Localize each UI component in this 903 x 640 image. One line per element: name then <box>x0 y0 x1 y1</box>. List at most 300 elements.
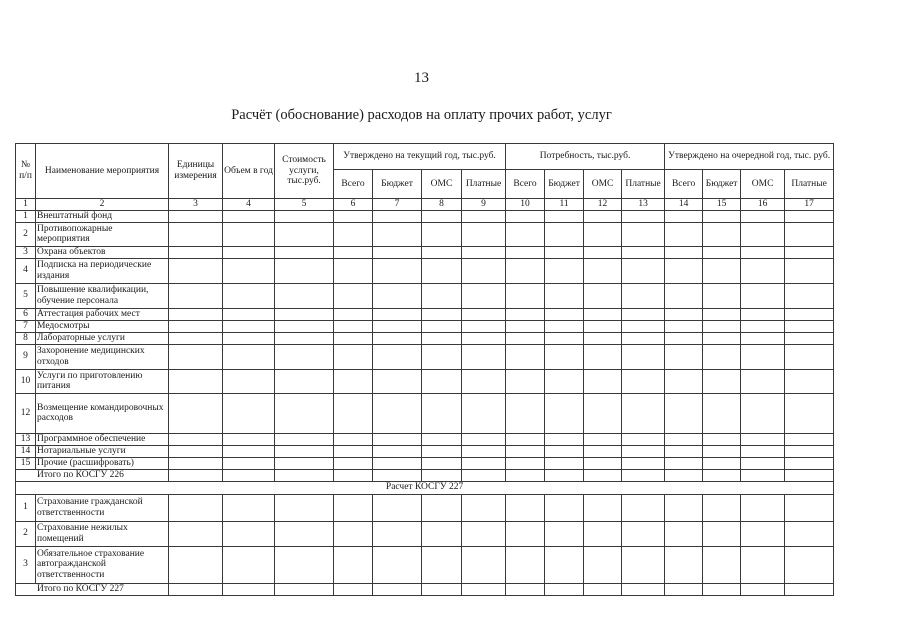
value-cell <box>665 344 703 369</box>
value-cell <box>741 521 785 546</box>
value-cell <box>275 222 334 246</box>
row-number: 7 <box>16 320 36 332</box>
table-row <box>16 393 834 433</box>
value-cell <box>584 369 622 393</box>
row-name: Медосмотры <box>36 320 169 332</box>
table-row <box>16 308 834 320</box>
value-cell <box>703 393 741 433</box>
value-cell <box>545 469 584 481</box>
value-cell <box>622 210 665 222</box>
value-cell <box>223 583 275 595</box>
row-name: Подписка на периодические издания <box>36 258 169 283</box>
table-row <box>16 457 834 469</box>
value-cell <box>334 332 373 344</box>
value-cell <box>373 320 422 332</box>
header-no: № п/п <box>16 144 36 199</box>
value-cell <box>785 433 834 445</box>
row-number: 13 <box>16 433 36 445</box>
value-cell <box>169 469 223 481</box>
value-cell <box>373 494 422 521</box>
row-name: Внештатный фонд <box>36 210 169 222</box>
value-cell <box>785 521 834 546</box>
value-cell <box>223 320 275 332</box>
value-cell <box>545 308 584 320</box>
header-name: Наименование мероприятия <box>36 144 169 199</box>
value-cell <box>545 433 584 445</box>
value-cell <box>373 521 422 546</box>
value-cell <box>462 433 506 445</box>
value-cell <box>422 433 462 445</box>
value-cell <box>785 210 834 222</box>
value-cell <box>545 583 584 595</box>
value-cell <box>545 344 584 369</box>
header-group-need: Потребность, тыс.руб. <box>506 144 665 170</box>
value-cell <box>741 308 785 320</box>
value-cell <box>334 210 373 222</box>
value-cell <box>785 283 834 308</box>
value-cell <box>334 283 373 308</box>
value-cell <box>169 433 223 445</box>
value-cell <box>665 445 703 457</box>
value-cell <box>223 308 275 320</box>
value-cell <box>785 494 834 521</box>
table-row <box>16 320 834 332</box>
row-number: 9 <box>16 344 36 369</box>
value-cell <box>785 457 834 469</box>
value-cell <box>665 546 703 583</box>
value-cell <box>169 546 223 583</box>
header-budget: Бюджет <box>703 170 741 199</box>
value-cell <box>275 583 334 595</box>
value-cell <box>334 521 373 546</box>
value-cell <box>462 369 506 393</box>
value-cell <box>506 521 545 546</box>
section-title: Расчет КОСГУ 227 <box>16 481 834 494</box>
value-cell <box>373 445 422 457</box>
value-cell <box>422 546 462 583</box>
value-cell <box>741 494 785 521</box>
column-number: 13 <box>622 199 665 211</box>
row-name: Охрана объектов <box>36 246 169 258</box>
header-total: Всего <box>506 170 545 199</box>
page-number: 13 <box>414 70 429 86</box>
row-name: Лабораторные услуги <box>36 332 169 344</box>
row-number: 3 <box>16 546 36 583</box>
value-cell <box>545 546 584 583</box>
value-cell <box>665 246 703 258</box>
value-cell <box>223 469 275 481</box>
value-cell <box>703 583 741 595</box>
value-cell <box>223 283 275 308</box>
row-name: Программное обеспечение <box>36 433 169 445</box>
column-number: 6 <box>334 199 373 211</box>
value-cell <box>506 457 545 469</box>
value-cell <box>703 320 741 332</box>
value-cell <box>665 457 703 469</box>
value-cell <box>275 393 334 433</box>
row-number: 12 <box>16 393 36 433</box>
value-cell <box>422 258 462 283</box>
value-cell <box>334 457 373 469</box>
value-cell <box>665 494 703 521</box>
value-cell <box>422 445 462 457</box>
value-cell <box>334 494 373 521</box>
value-cell <box>373 469 422 481</box>
header-oms: ОМС <box>422 170 462 199</box>
value-cell <box>622 283 665 308</box>
table-row <box>16 222 834 246</box>
value-cell <box>545 369 584 393</box>
value-cell <box>665 308 703 320</box>
value-cell <box>785 369 834 393</box>
value-cell <box>462 469 506 481</box>
column-number: 2 <box>36 199 169 211</box>
value-cell <box>169 283 223 308</box>
value-cell <box>373 308 422 320</box>
column-number: 11 <box>545 199 584 211</box>
value-cell <box>169 308 223 320</box>
header-budget: Бюджет <box>373 170 422 199</box>
value-cell <box>334 258 373 283</box>
value-cell <box>462 583 506 595</box>
value-cell <box>741 283 785 308</box>
value-cell <box>506 433 545 445</box>
value-cell <box>741 246 785 258</box>
value-cell <box>462 494 506 521</box>
column-number: 10 <box>506 199 545 211</box>
row-number: 10 <box>16 369 36 393</box>
value-cell <box>169 222 223 246</box>
value-cell <box>275 457 334 469</box>
table-row <box>16 445 834 457</box>
value-cell <box>584 258 622 283</box>
table-row <box>16 210 834 222</box>
value-cell <box>584 445 622 457</box>
value-cell <box>584 308 622 320</box>
value-cell <box>334 369 373 393</box>
header-paid: Платные <box>462 170 506 199</box>
value-cell <box>703 521 741 546</box>
value-cell <box>373 210 422 222</box>
row-number: 1 <box>16 210 36 222</box>
value-cell <box>422 494 462 521</box>
value-cell <box>665 521 703 546</box>
value-cell <box>506 546 545 583</box>
document-title: Расчёт (обоснование) расходов на оплату прочих работ, услуг <box>231 107 612 123</box>
value-cell <box>584 344 622 369</box>
value-cell <box>622 521 665 546</box>
value-cell <box>584 393 622 433</box>
value-cell <box>373 344 422 369</box>
value-cell <box>462 546 506 583</box>
row-number: 1 <box>16 494 36 521</box>
row-name: Аттестация рабочих мест <box>36 308 169 320</box>
value-cell <box>506 320 545 332</box>
value-cell <box>741 433 785 445</box>
value-cell <box>785 445 834 457</box>
value-cell <box>545 393 584 433</box>
value-cell <box>665 583 703 595</box>
value-cell <box>584 332 622 344</box>
header-budget: Бюджет <box>545 170 584 199</box>
value-cell <box>703 469 741 481</box>
value-cell <box>462 320 506 332</box>
value-cell <box>506 469 545 481</box>
value-cell <box>665 469 703 481</box>
value-cell <box>223 258 275 283</box>
value-cell <box>545 210 584 222</box>
value-cell <box>223 546 275 583</box>
value-cell <box>223 369 275 393</box>
value-cell <box>622 258 665 283</box>
value-cell <box>703 283 741 308</box>
value-cell <box>622 469 665 481</box>
value-cell <box>422 246 462 258</box>
row-number: 4 <box>16 258 36 283</box>
value-cell <box>785 246 834 258</box>
value-cell <box>785 222 834 246</box>
value-cell <box>275 308 334 320</box>
value-cell <box>422 210 462 222</box>
value-cell <box>584 583 622 595</box>
value-cell <box>275 494 334 521</box>
row-number: 2 <box>16 521 36 546</box>
value-cell <box>703 246 741 258</box>
column-number: 15 <box>703 199 741 211</box>
value-cell <box>584 222 622 246</box>
value-cell <box>223 210 275 222</box>
value-cell <box>622 393 665 433</box>
value-cell <box>703 433 741 445</box>
column-number: 1 <box>16 199 36 211</box>
column-number: 8 <box>422 199 462 211</box>
row-number: 15 <box>16 457 36 469</box>
value-cell <box>169 445 223 457</box>
value-cell <box>622 494 665 521</box>
value-cell <box>334 344 373 369</box>
value-cell <box>334 546 373 583</box>
value-cell <box>622 308 665 320</box>
total-label <box>16 469 169 481</box>
value-cell <box>223 222 275 246</box>
value-cell <box>373 393 422 433</box>
value-cell <box>169 246 223 258</box>
value-cell <box>785 469 834 481</box>
value-cell <box>665 332 703 344</box>
value-cell <box>169 521 223 546</box>
row-name: Возмещение командировочных расходов <box>36 393 169 433</box>
value-cell <box>275 521 334 546</box>
value-cell <box>334 308 373 320</box>
value-cell <box>545 222 584 246</box>
value-cell <box>622 583 665 595</box>
value-cell <box>169 332 223 344</box>
value-cell <box>622 369 665 393</box>
value-cell <box>741 393 785 433</box>
value-cell <box>169 344 223 369</box>
value-cell <box>169 369 223 393</box>
value-cell <box>584 246 622 258</box>
value-cell <box>422 457 462 469</box>
value-cell <box>169 583 223 595</box>
value-cell <box>622 433 665 445</box>
expenses-table <box>15 143 834 596</box>
value-cell <box>223 445 275 457</box>
value-cell <box>584 494 622 521</box>
table-row <box>16 258 834 283</box>
value-cell <box>506 308 545 320</box>
header-paid: Платные <box>785 170 834 199</box>
value-cell <box>741 258 785 283</box>
value-cell <box>545 332 584 344</box>
value-cell <box>545 457 584 469</box>
value-cell <box>785 332 834 344</box>
row-number: 5 <box>16 283 36 308</box>
value-cell <box>462 283 506 308</box>
value-cell <box>741 457 785 469</box>
row-name: Нотариальные услуги <box>36 445 169 457</box>
value-cell <box>545 246 584 258</box>
value-cell <box>665 258 703 283</box>
value-cell <box>169 320 223 332</box>
row-name: Захоронение медицинских отходов <box>36 344 169 369</box>
value-cell <box>703 546 741 583</box>
value-cell <box>741 210 785 222</box>
total-label-text: Итого по КОСГУ 227 <box>37 583 124 594</box>
value-cell <box>462 308 506 320</box>
value-cell <box>275 210 334 222</box>
value-cell <box>506 393 545 433</box>
value-cell <box>622 457 665 469</box>
value-cell <box>373 546 422 583</box>
value-cell <box>584 433 622 445</box>
value-cell <box>741 546 785 583</box>
value-cell <box>275 433 334 445</box>
value-cell <box>665 369 703 393</box>
column-number: 4 <box>223 199 275 211</box>
value-cell <box>169 494 223 521</box>
table-row <box>16 344 834 369</box>
value-cell <box>373 283 422 308</box>
value-cell <box>223 494 275 521</box>
row-name: Повышение квалификации, обучение персонала <box>36 283 169 308</box>
value-cell <box>462 210 506 222</box>
column-number: 3 <box>169 199 223 211</box>
header-paid: Платные <box>622 170 665 199</box>
row-number: 6 <box>16 308 36 320</box>
value-cell <box>545 258 584 283</box>
value-cell <box>584 546 622 583</box>
column-number: 17 <box>785 199 834 211</box>
value-cell <box>506 445 545 457</box>
value-cell <box>275 369 334 393</box>
value-cell <box>334 445 373 457</box>
value-cell <box>422 308 462 320</box>
value-cell <box>545 494 584 521</box>
header-group-current: Утверждено на текущий год, тыс.руб. <box>334 144 506 170</box>
value-cell <box>223 344 275 369</box>
value-cell <box>462 332 506 344</box>
value-cell <box>223 246 275 258</box>
value-cell <box>665 222 703 246</box>
value-cell <box>275 283 334 308</box>
value-cell <box>275 258 334 283</box>
value-cell <box>741 222 785 246</box>
row-name: Услуги по приготовлению питания <box>36 369 169 393</box>
value-cell <box>373 332 422 344</box>
value-cell <box>373 433 422 445</box>
value-cell <box>373 583 422 595</box>
header-total: Всего <box>334 170 373 199</box>
value-cell <box>741 320 785 332</box>
total-label-text: Итого по КОСГУ 226 <box>37 469 124 480</box>
value-cell <box>506 583 545 595</box>
value-cell <box>506 210 545 222</box>
value-cell <box>169 457 223 469</box>
column-number: 12 <box>584 199 622 211</box>
value-cell <box>785 258 834 283</box>
value-cell <box>334 469 373 481</box>
value-cell <box>462 521 506 546</box>
value-cell <box>703 457 741 469</box>
table-row <box>16 283 834 308</box>
value-cell <box>506 222 545 246</box>
value-cell <box>334 433 373 445</box>
value-cell <box>223 433 275 445</box>
value-cell <box>506 344 545 369</box>
value-cell <box>422 320 462 332</box>
section-row <box>16 481 834 494</box>
value-cell <box>373 258 422 283</box>
value-cell <box>506 332 545 344</box>
row-number: 14 <box>16 445 36 457</box>
table-row <box>16 246 834 258</box>
value-cell <box>584 457 622 469</box>
row-number: 3 <box>16 246 36 258</box>
table-row <box>16 332 834 344</box>
row-name: Страхование гражданской ответственности <box>36 494 169 521</box>
value-cell <box>665 320 703 332</box>
value-cell <box>223 393 275 433</box>
value-cell <box>506 246 545 258</box>
header-cost: Стоимость услуги, тыс.руб. <box>275 144 334 199</box>
table-row <box>16 369 834 393</box>
value-cell <box>422 332 462 344</box>
value-cell <box>275 445 334 457</box>
total-row <box>16 469 834 481</box>
value-cell <box>665 283 703 308</box>
value-cell <box>622 246 665 258</box>
value-cell <box>703 308 741 320</box>
value-cell <box>223 457 275 469</box>
value-cell <box>275 344 334 369</box>
header-total: Всего <box>665 170 703 199</box>
value-cell <box>223 332 275 344</box>
value-cell <box>584 210 622 222</box>
value-cell <box>334 246 373 258</box>
value-cell <box>545 320 584 332</box>
value-cell <box>584 521 622 546</box>
value-cell <box>422 344 462 369</box>
value-cell <box>785 393 834 433</box>
value-cell <box>169 393 223 433</box>
table-row <box>16 521 834 546</box>
header-volume: Объем в год <box>223 144 275 199</box>
value-cell <box>422 283 462 308</box>
value-cell <box>462 258 506 283</box>
value-cell <box>422 369 462 393</box>
value-cell <box>334 320 373 332</box>
